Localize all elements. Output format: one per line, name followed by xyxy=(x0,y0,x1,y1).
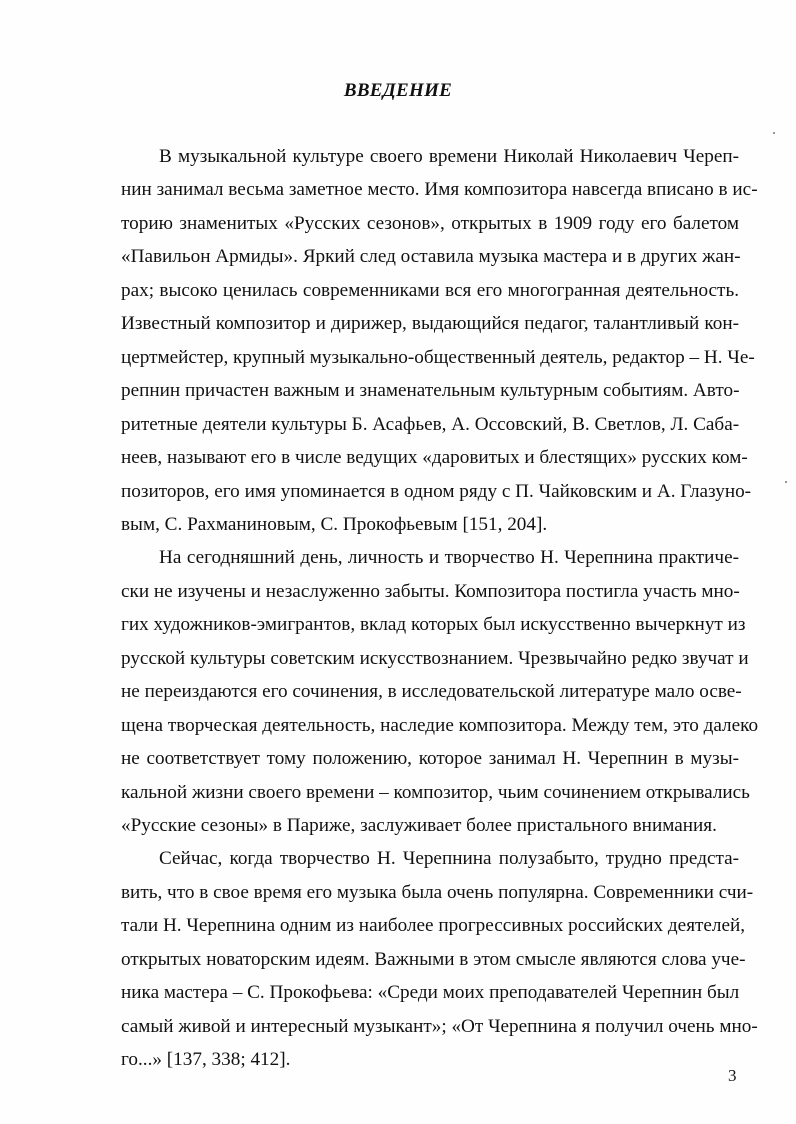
text-line: «Павильон Армиды». Яркий след оставила музыка мастера и в других жан- xyxy=(121,246,741,268)
text-line: вить, что в свое время его музыка была очень популярна. Современники счи- xyxy=(121,881,754,903)
text-line: самый живой и интересный музыкант»; «От Черепнина я получил очень мно- xyxy=(121,1015,758,1037)
text-line: не соответствует тому положению, которое занимал Н. Черепнин в музы- xyxy=(121,748,739,770)
text-line: Известный композитор и дирижер, выдающийся педагог, талантливый кон- xyxy=(121,313,739,335)
text-line: ника мастера – С. Прокофьева: «Среди моих преподавателей Черепнин был xyxy=(121,982,740,1004)
text-line: гих художников-эмигрантов, вклад которых был искусственно вычеркнут из xyxy=(121,614,746,636)
text-line: В музыкальной культуре своего времени Николай Николаевич Череп- xyxy=(159,146,739,167)
text-line: торию знаменитых «Русских сезонов», открытых в 1909 году его балетом xyxy=(121,212,739,234)
text-line: ритетные деятели культуры Б. Асафьев, А. Оссовский, В. Светлов, Л. Саба- xyxy=(121,413,740,435)
text-line: щена творческая деятельность, наследие композитора. Между тем, это далеко xyxy=(121,714,759,736)
text-line: не переиздаются его сочинения, в исследовательской литературе мало осве- xyxy=(121,681,742,703)
text-line: вым, С. Рахманиновым, С. Прокофьевым [151, 204]. xyxy=(121,513,548,535)
text-line: рах; высоко ценилась современниками вся его многогранная деятельность. xyxy=(121,279,739,301)
text-line: русской культуры советским искусствознанием. Чрезвычайно редко звучат и xyxy=(121,647,749,669)
text-line: нин занимал весьма заметное место. Имя композитора навсегда вписано в ис- xyxy=(121,179,758,201)
text-line: репнин причастен важным и знаменательным культурным событиям. Авто- xyxy=(121,380,740,402)
text-line: «Русские сезоны» в Париже, заслуживает более пристального внимания. xyxy=(121,815,717,836)
page-number: 3 xyxy=(728,1066,737,1085)
text-line: тали Н. Черепнина одним из наиболее прогрессивных российских деятелей, xyxy=(121,915,746,937)
scan-speck xyxy=(785,481,787,483)
text-line: кальной жизни своего времени – композитор, чьим сочинением открывались xyxy=(121,781,750,803)
text-line: ски не изучены и незаслуженно забыты. Композитора постигла участь мно- xyxy=(121,580,740,602)
text-line: цертмейстер, крупный музыкально-общественный деятель, редактор – Н. Че- xyxy=(121,346,755,368)
text-line: неев, называют его в числе ведущих «даровитых и блестящих» русских ком- xyxy=(121,447,748,469)
text-line: го...» [137, 338; 412]. xyxy=(121,1049,291,1071)
section-title: ВВЕДЕНИЕ xyxy=(343,80,453,101)
text-line: Сейчас, когда творчество Н. Черепнина полузабыто, трудно предста- xyxy=(159,848,739,870)
text-line: На сегодняшний день, личность и творчество Н. Черепнина практиче- xyxy=(159,547,739,569)
text-line: открытых новаторским идеям. Важными в этом смысле являются слова уче- xyxy=(121,948,746,970)
scan-speck xyxy=(773,132,775,134)
text-line: позиторов, его имя упоминается в одном ряду с П. Чайковским и А. Глазуно- xyxy=(121,480,752,502)
